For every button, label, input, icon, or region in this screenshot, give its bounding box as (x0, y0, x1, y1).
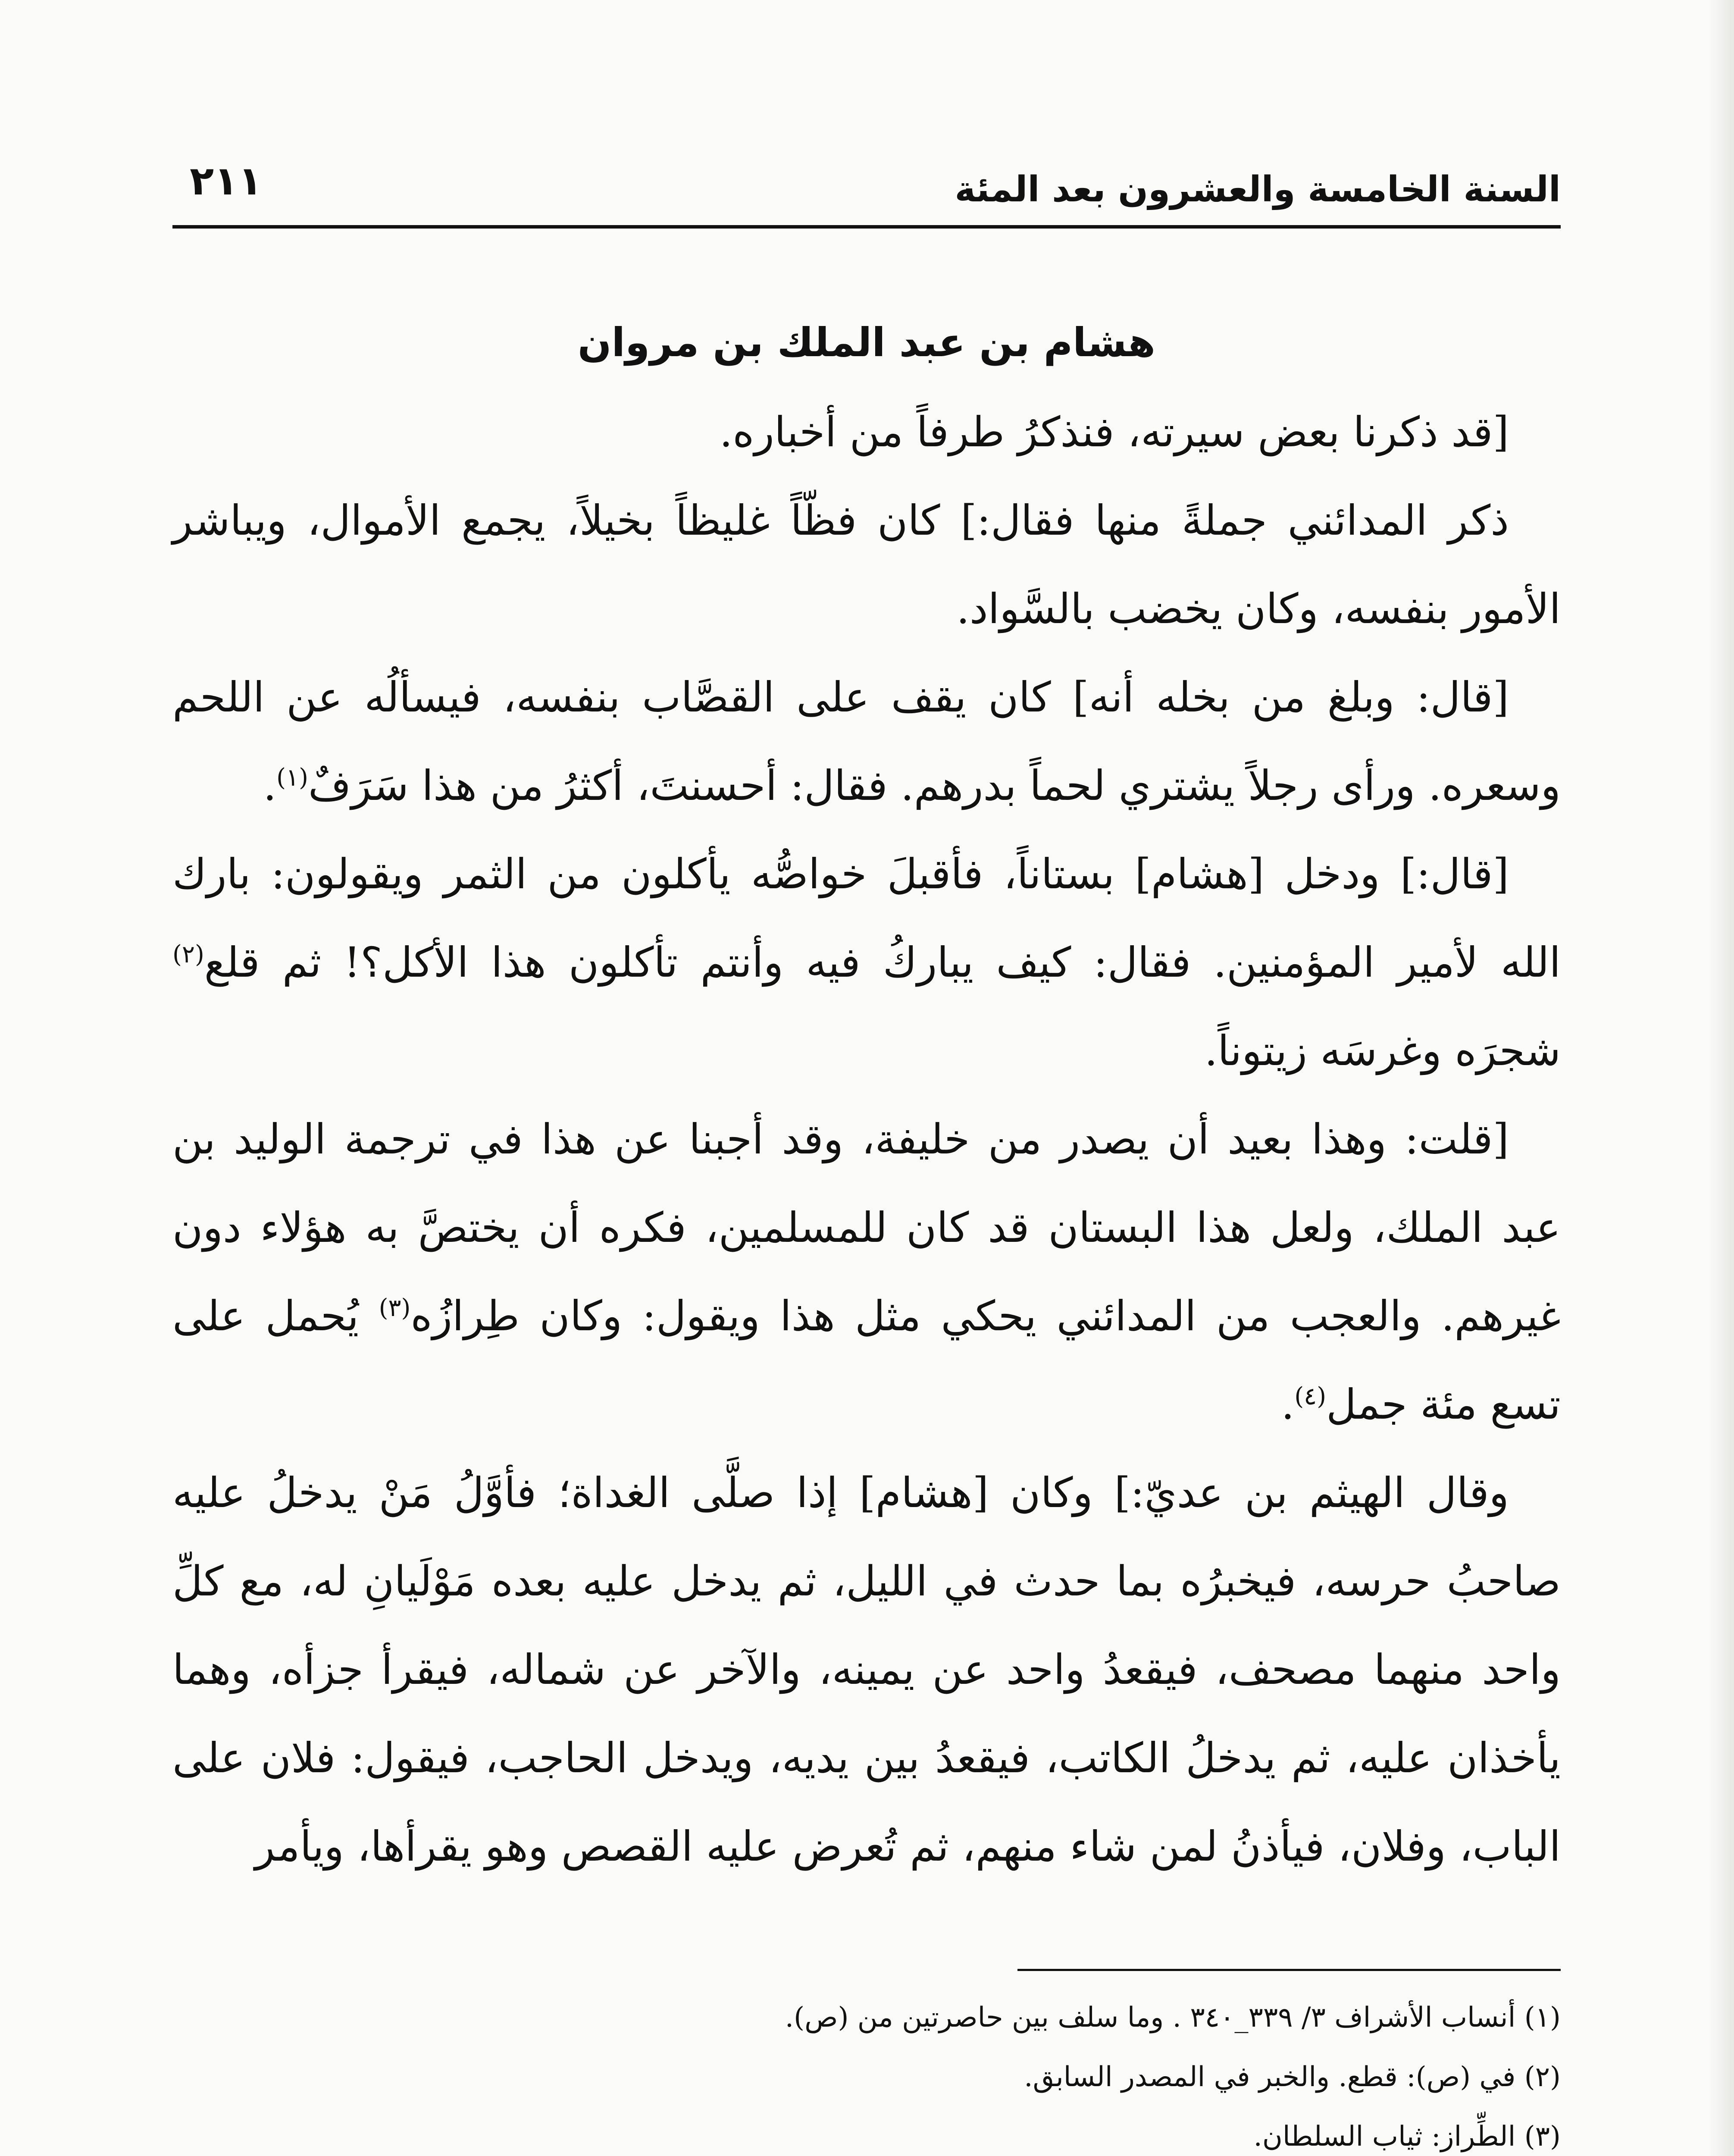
paragraph-5-end: . (1281, 1380, 1295, 1429)
footnote-ref-1: (١) (276, 764, 308, 792)
running-title: السنة الخامسة والعشرون بعد المئة (955, 169, 1561, 210)
paragraph-5 (172, 1095, 1561, 1449)
paragraph-6 (172, 1449, 1561, 1891)
footnote-ref-2: (٢) (172, 940, 204, 968)
paragraph-2-text: ذكر المدائني جملةً منها فقال:] كان فظّاً غليظاً بخيلاً، يجمع الأموال، ويباشر الأمور بنفسه، وكان يخضب بالسَّواد. (172, 496, 1561, 633)
paragraph-4-end: شجرَه وغرسَه زيتوناً. (1204, 1027, 1561, 1075)
footnotes (172, 1992, 1561, 2156)
paragraph-3 (172, 653, 1561, 830)
paragraph-5-text: [قلت: وهذا بعيد أن يصدر من خليفة، وقد أجبنا عن هذا في ترجمة الوليد بن عبد الملك، ولعل هذا البستان قد كان للمسلمين، فكره أن يختصَّ به هؤلاء دون غيرهم. والعجب من المدائني يحكي مثل هذا ويقول: وكان طِرازُه (172, 1115, 1561, 1340)
page-edge-shadow (1708, 0, 1734, 2156)
paragraph-3-text: [قال: وبلغ من بخله أنه] كان يقف على القصَّاب بنفسه، فيسألُه عن اللحم وسعره. ورأى رجلاً يشتري لحماً بدرهم. فقال: أحسنتَ، أكثرُ من هذا سَرَفٌ (172, 673, 1561, 810)
paragraph-1-text: [قد ذكرنا بعض سيرته، فنذكرُ طرفاً من أخباره. (719, 408, 1509, 456)
footnote-ref-3: (٣) (379, 1294, 411, 1322)
paragraph-1 (172, 388, 1561, 476)
paragraph-4 (172, 830, 1561, 1095)
page-number: ٢١١ (190, 158, 263, 204)
footnote-2: (٢) في (ص): قطع. والخبر في المصدر السابق. (1024, 2061, 1561, 2093)
footnote-rule (1017, 1969, 1561, 1971)
footnote-ref-4: (٤) (1294, 1382, 1327, 1410)
section-title: هشام بن عبد الملك بن مروان (577, 320, 1156, 366)
main-text (172, 280, 1561, 1891)
paragraph-5-middle: يُحمل على تسع مئة جمل (172, 1292, 1561, 1429)
paragraph-4-text: [قال:] ودخل [هشام] بستاناً، فأقبلَ خواصُّه يأكلون من الثمر ويقولون: بارك الله لأمير المؤمنين. فقال: كيف يباركُ فيه وأنتم تأكلون هذا الأكل؟! ثم قلع (172, 850, 1561, 987)
paragraph-3-end: . (263, 761, 277, 810)
footnote-3: (٣) الطِّراز: ثياب السلطان. (1253, 2121, 1561, 2153)
running-header (172, 151, 1561, 216)
paragraph-6-text: وقال الهيثم بن عديّ:] وكان [هشام] إذا صلَّى الغداة؛ فأوَّلُ مَنْ يدخلُ عليه صاحبُ حرسه، فيخبرُه بما حدث في الليل، ثم يدخل عليه بعده مَوْلَيانِ له، مع كلِّ واحد منهما مصحف، فيقعدُ واحد عن يمينه، والآخر عن شماله، فيقرأ جزأه، وهما يأخذان عليه، ثم يدخلُ الكاتب، فيقعدُ بين يديه، ويدخل الحاجب، فيقول: فلان على الباب، وفلان، فيأذنُ لمن شاء منهم، ثم تُعرض عليه القصص وهو يقرأها، ويأمر (172, 1469, 1561, 1871)
paragraph-2 (172, 476, 1561, 653)
footnote-1: (١) أنساب الأشراف ٣/ ٣٣٩_٣٤٠ . وما سلف بين حاصرتين من (ص). (785, 2002, 1561, 2034)
header-rule (172, 225, 1561, 229)
